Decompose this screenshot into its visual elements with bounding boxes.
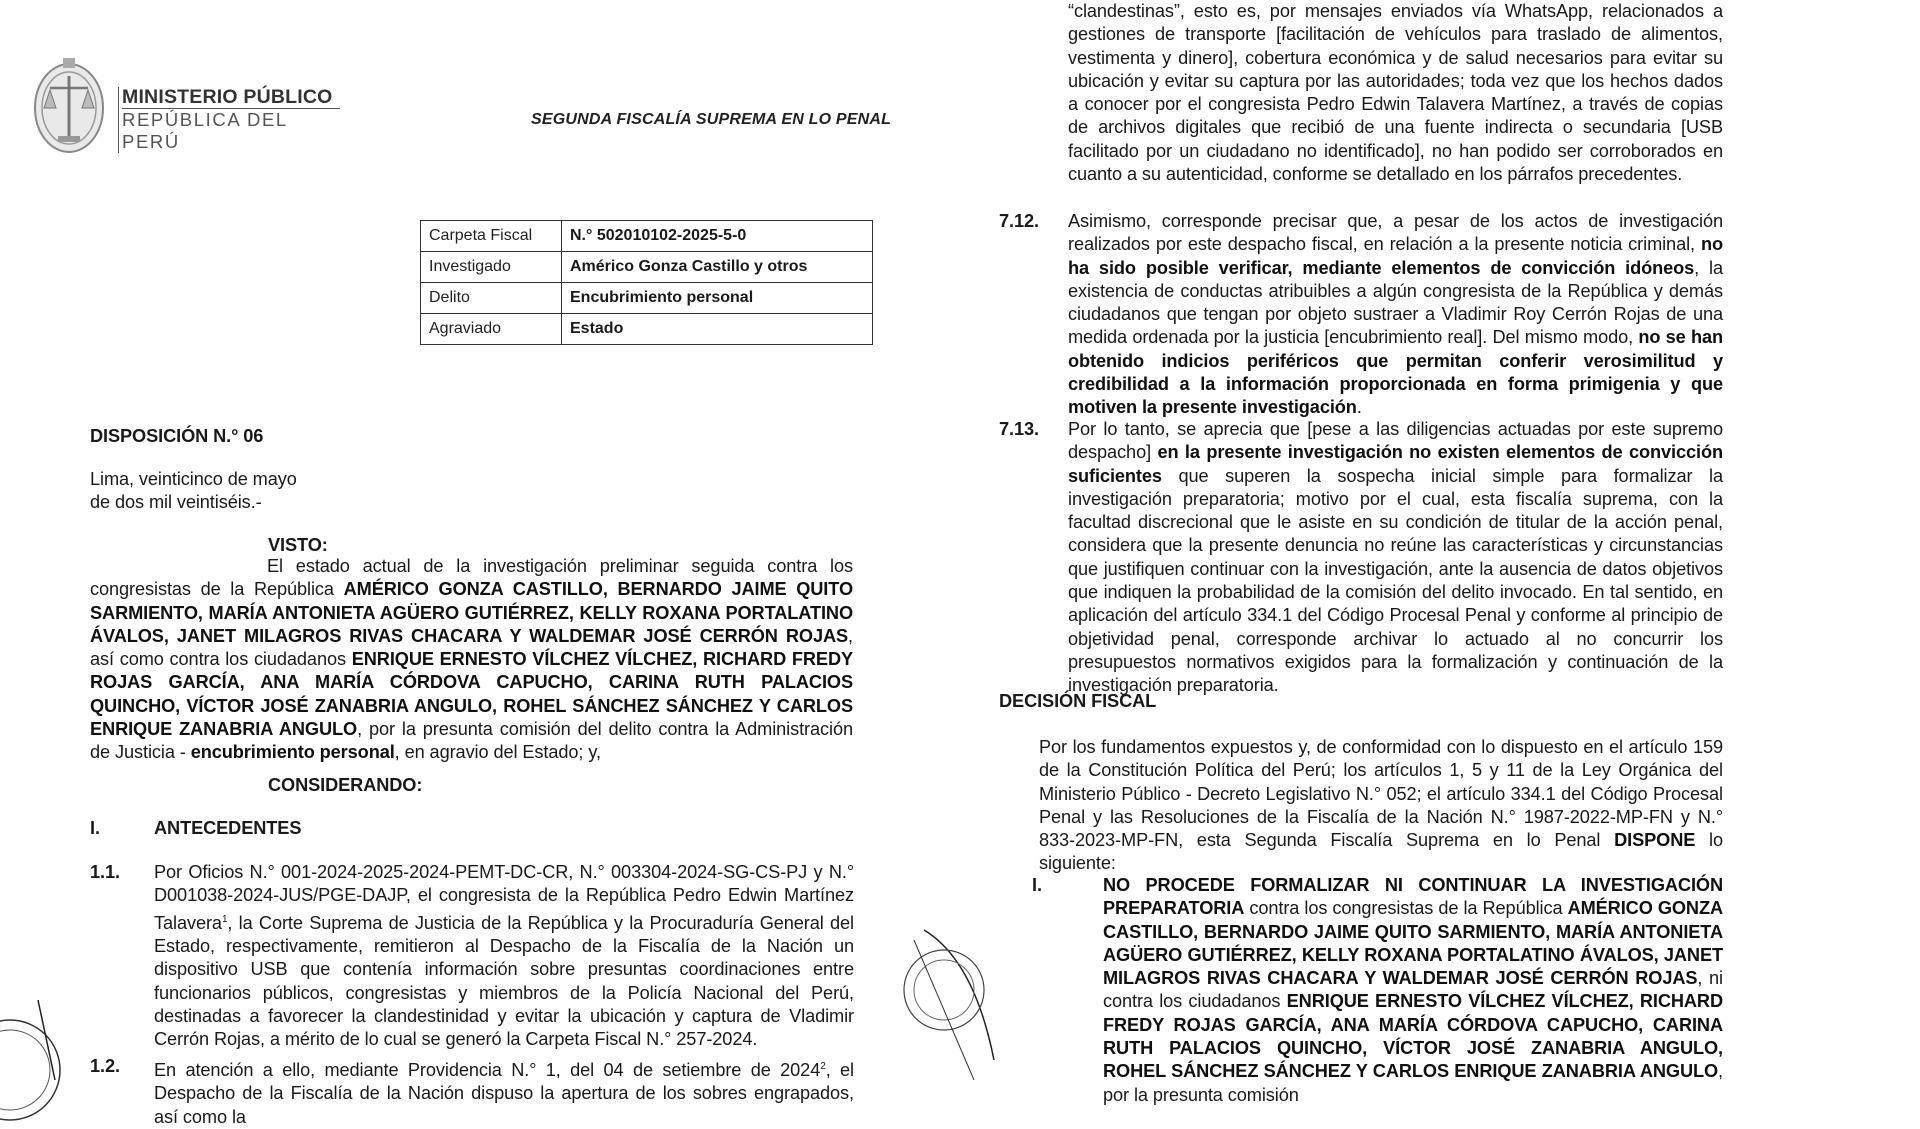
case-row: [421, 314, 873, 345]
paragraph-1-1: Por Oficios N.° 001-2024-2025-2024-PEMT-DC-CR, N.° 003304-2024-SG-CS-PJ y N.° D001038-2024-JUS/PGE-DAJP, el congresista de la República Pedro Edwin Martínez Talavera$^1$, la Corte Suprema de Justicia de la República y la Procuraduría General del Estado, respectivamente, remitieron al Despacho de la Fiscalía de la Nación un dispositivo USB que contenía información sobre presuntas coordinaciones entre funcionarios públicos, congresistas y miembros de la Policía Nacional del Perú, destinadas a favorecer la clandestinidad y evitar la ubicación y captura de Vladimir Cerrón Rojas, a mérito de lo cual se generó la Carpeta Fiscal N.° 257-2024.: [154, 862, 854, 1050]
case-label: Agraviado: [421, 314, 562, 345]
disposition-title: DISPOSICIÓN N.° 06: [90, 426, 264, 446]
visto-heading: VISTO:: [268, 535, 328, 555]
case-label: Investigado: [421, 252, 562, 283]
paragraph-7-11-continued: “clandestinas”, esto es, por mensajes enviados vía WhatsApp, relacionados a gestiones de transporte [facilitación de vehículos para traslado de alimentos, vestimenta y dinero], cobertura económica y de salud necesarios para evitar su ubicación y evitar su captura por las autoridades; toda vez que los hechos dados a conocer por el congresista Pedro Edwin Talavera Martínez, a través de copias de archivos digitales que recibió de una fuente indirecta o secundaria [USB facilitado por un ciudadano no identificado], no han podido ser corroborados en cuanto a su autenticidad, conforme se detallado en los párrafos precedentes.: [1068, 1, 1723, 185]
case-row: [421, 283, 873, 314]
section-title: ANTECEDENTES: [154, 818, 302, 838]
paragraph-number: 1.1.: [90, 862, 120, 882]
coat-of-arms-icon: [30, 52, 108, 156]
left-page: [0, 0, 920, 1127]
case-row: [421, 221, 873, 252]
republic-name: REPÚBLICA DEL PERÚ: [122, 109, 288, 152]
decision-paragraph: Por los fundamentos expuestos y, de conformidad con lo dispuesto en el artículo 159 de la Constitución Política del Perú; los artículos 1, 5 y 11 de la Ley Orgánica del Ministerio Público - Decreto Legislativo N.° 052; el artículo 334.1 del Código Procesal Penal y las Resoluciones de la Fiscalía de la Nación N.° 1987-2022-MP-FN y N.° 833-2023-MP-FN, esta Segunda Fiscalía Suprema en lo Penal DISPONE lo siguiente:: [1039, 737, 1723, 874]
paragraph-1-2: En atención a ello, mediante Providencia N.° 1, del 04 de setiembre de 2024$^2$, el Despacho de la Fiscalía de la Nación dispuso la apertura de los sobres engrapados, así como la: [154, 1060, 854, 1127]
paragraph-7-13: Por lo tanto, se aprecia que [pese a las diligencias actuadas por este supremo despacho] en la presente investigación no existen elementos de convicción suficientes que superen la sospecha inicial simple para formalizar la investigación preparatoria; motivo por el cual, esta fiscalía suprema, con la facultad discrecional que le asiste en su condición de titular de la acción penal, considera que la presente denuncia no reúne las características y circunstancias que justifiquen continuar con la investigación, ante la ausencia de datos objetivos que indiquen la probabilidad de la comisión del delito invocado. En tal sentido, en aplicación del artículo 334.1 del Código Procesal Penal y conforme al principio de objetividad penal, corresponde archivar lo actuado al no concurrir los presupuestos normativos exigidos para la formalización y continuación de la investigación preparatoria.: [1068, 419, 1723, 696]
paragraph-number: 7.12.: [999, 211, 1039, 231]
case-value: Encubrimiento personal: [562, 283, 873, 314]
ministry-logo-text: [118, 87, 340, 153]
decision-heading: DECISIÓN FISCAL: [999, 691, 1157, 711]
seal-stamp-icon: [914, 920, 1024, 1080]
case-label: Delito: [421, 283, 562, 314]
seal-stamp-icon: [0, 1000, 70, 1080]
paragraph-number: 1.2.: [90, 1056, 120, 1076]
case-value: Américo Gonza Castillo y otros: [562, 252, 873, 283]
decision-item-1: NO PROCEDE FORMALIZAR NI CONTINUAR LA INVESTIGACIÓN PREPARATORIA contra los congresistas de la República AMÉRICO GONZA CASTILLO, BERNARDO JAIME QUITO SARMIENTO, MARÍA ANTONIETA AGÜERO GUTIÉRREZ, KELLY ROXANA PORTALATINO ÁVALOS, JANET MILAGROS RIVAS CHACARA Y WALDEMAR JOSÉ CERRÓN ROJAS, ni contra los ciudadanos ENRIQUE ERNESTO VÍLCHEZ VÍLCHEZ, RICHARD FREDY ROJAS GARCÍA, ANA MARÍA CÓRDOVA CAPUCHO, CARINA RUTH PALACIOS QUINCHO, VÍCTOR JOSÉ ZANABRIA ANGULO, ROHEL SÁNCHEZ SÁNCHEZ Y CARLOS ENRIQUE ZANABRIA ANGULO, por la presunta comisión: [1103, 875, 1723, 1105]
ministry-name: MINISTERIO PÚBLICO: [122, 87, 340, 109]
section-number: I.: [90, 818, 100, 838]
visto-paragraph: El estado actual de la investigación preliminar seguida contra los congresistas de la República AMÉRICO GONZA CASTILLO, BERNARDO JAIME QUITO SARMIENTO, MARÍA ANTONIETA AGÜERO GUTIÉRREZ, KELLY ROXANA PORTALATINO ÁVALOS, JANET MILAGROS RIVAS CHACARA Y WALDEMAR JOSÉ CERRÓN ROJAS, así como contra los ciudadanos ENRIQUE ERNESTO VÍLCHEZ VÍLCHEZ, RICHARD FREDY ROJAS GARCÍA, ANA MARÍA CÓRDOVA CAPUCHO, CARINA RUTH PALACIOS QUINCHO, VÍCTOR JOSÉ ZANABRIA ANGULO, ROHEL SÁNCHEZ SÁNCHEZ Y CARLOS ENRIQUE ZANABRIA ANGULO, por la presunta comisión del delito contra la Administración de Justicia - encubrimiento personal, en agravio del Estado; y,: [90, 556, 854, 763]
case-label: Carpeta Fiscal: [421, 221, 562, 252]
fiscalia-header: SEGUNDA FISCALÍA SUPREMA EN LO PENAL: [531, 111, 892, 128]
case-value: N.° 502010102-2025-5-0: [562, 221, 873, 252]
place-date-line-2: de dos mil veintiséis.-: [90, 492, 262, 512]
item-number: I.: [1032, 875, 1042, 895]
considerando-heading: CONSIDERANDO:: [268, 775, 423, 795]
place-date-line-1: Lima, veinticinco de mayo: [90, 469, 297, 489]
case-table: [420, 220, 873, 345]
case-value: Estado: [562, 314, 873, 345]
paragraph-7-12: Asimismo, corresponde precisar que, a pesar de los actos de investigación realizados por este despacho fiscal, en relación a la presente noticia criminal, no ha sido posible verificar, mediante elementos de convicción idóneos, la existencia de conductas atribuibles a algún congresista de la República y demás ciudadanos que tengan por objeto sustraer a Vladimir Roy Cerrón Rojas de una medida ordenada por la justicia [encubrimiento real]. Del mismo modo, no se han obtenido indicios periféricos que permitan conferir verosimilitud y credibilidad a la información proporcionada en forma primigenia y que motiven la presente investigación.: [1068, 211, 1723, 418]
right-page: [920, 0, 1920, 1105]
paragraph-number: 7.13.: [999, 419, 1039, 439]
case-row: [421, 252, 873, 283]
